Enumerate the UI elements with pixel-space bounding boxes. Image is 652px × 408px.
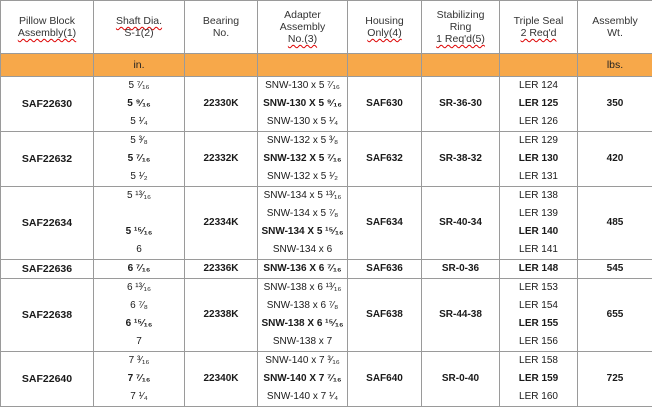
assembly-cell: SAF22640: [1, 352, 94, 407]
shaft-dia-cell: [94, 260, 185, 279]
header-line: Pillow Block: [18, 14, 76, 27]
header-line: Assembly: [279, 20, 326, 33]
bearing-cell: 22330K: [185, 77, 258, 132]
col-header-stabilizing-ring: [422, 1, 500, 54]
assembly-cell: SAF22630: [1, 77, 94, 132]
weight-cell: 485: [578, 187, 652, 260]
col-header-bearing-no: [185, 1, 258, 54]
table-row: [1, 77, 652, 132]
shaft-dia-cell-line: 6 ¹⁵⁄₁₆: [125, 318, 153, 329]
adapter-cell-line: SNW-130 X 5 ⁹⁄₁₆: [263, 98, 342, 109]
shaft-dia-cell-line: 5 ⁹⁄₁₆: [127, 98, 151, 109]
seal-cell-line: LER 155: [518, 318, 559, 329]
shaft-dia-cell: [94, 279, 185, 352]
header-line: Triple Seal: [513, 14, 564, 27]
seal-cell-line: LER 138: [519, 190, 558, 201]
shaft-dia-cell-line: 5 ¹⁄₂: [130, 171, 148, 182]
adapter-cell: [258, 77, 348, 132]
col-header-housing-only: [348, 1, 422, 54]
bearing-cell: 22338K: [185, 279, 258, 352]
units-cell-empty: [348, 54, 422, 77]
units-cell-empty: [422, 54, 500, 77]
adapter-cell-line: SNW-132 x 5 ³⁄₈: [266, 135, 339, 146]
shaft-dia-cell-line: 6 ⁷⁄₈: [130, 300, 148, 311]
header-line: Stabilizing: [436, 8, 485, 21]
bearing-cell: 22334K: [185, 187, 258, 260]
ring-cell: SR-44-38: [422, 279, 500, 352]
adapter-cell-line: SNW-138 x 7: [272, 336, 333, 347]
adapter-cell: [258, 352, 348, 407]
adapter-cell-line: SNW-132 x 5 ¹⁄₂: [267, 171, 338, 182]
ring-cell: SR-36-30: [422, 77, 500, 132]
adapter-cell-line: SNW-134 x 5 ⁷⁄₈: [266, 208, 339, 219]
housing-cell: SAF640: [348, 352, 422, 407]
bearing-cell: 22340K: [185, 352, 258, 407]
adapter-cell: [258, 260, 348, 279]
shaft-dia-cell: [94, 132, 185, 187]
seal-cell: [500, 279, 578, 352]
header-line: No.: [212, 27, 230, 39]
col-header-adapter-assembly: [258, 1, 348, 54]
seal-cell-line: LER 129: [519, 135, 558, 146]
units-row: [1, 54, 652, 77]
seal-cell-line: LER 126: [519, 116, 558, 127]
col-header-triple-seal: [500, 1, 578, 54]
weight-cell: 725: [578, 352, 652, 407]
shaft-dia-cell-line: 5 ¹⁵⁄₁₆: [125, 226, 153, 237]
bearing-cell: 22336K: [185, 260, 258, 279]
seal-cell: [500, 352, 578, 407]
header-line: Ring: [449, 20, 472, 33]
adapter-cell-line: SNW-140 x 7 ¹⁄₄: [266, 391, 339, 402]
weight-cell: 350: [578, 77, 652, 132]
seal-cell: [500, 132, 578, 187]
seal-cell-line: LER 154: [519, 300, 558, 311]
ring-cell: SR-40-34: [422, 187, 500, 260]
adapter-cell-line: SNW-134 x 6: [272, 244, 333, 255]
shaft-dia-cell-line: 6 ¹³⁄₁₆: [126, 282, 152, 293]
adapter-cell-line: SNW-130 x 5 ⁷⁄₁₆: [265, 80, 340, 91]
shaft-dia-cell-line: 5 ⁷⁄₁₆: [128, 80, 150, 91]
units-cell-empty: [1, 54, 94, 77]
seal-cell-line: LER 130: [518, 153, 559, 164]
bearing-cell: 22332K: [185, 132, 258, 187]
adapter-cell: [258, 187, 348, 260]
shaft-dia-cell-line: 6: [136, 244, 142, 255]
table-row: [1, 352, 652, 407]
adapter-cell-line: SNW-138 x 6 ¹³⁄₁₆: [263, 282, 342, 293]
table-row: [1, 279, 652, 352]
header-line: Assembly: [592, 14, 638, 27]
seal-cell-line: LER 125: [518, 98, 559, 109]
col-header-shaft-dia: [94, 1, 185, 54]
assembly-cell: SAF22636: [1, 260, 94, 279]
col-header-pillow-block: [1, 1, 94, 54]
seal-cell-line: LER 124: [519, 80, 558, 91]
ring-cell: SR-0-36: [422, 260, 500, 279]
adapter-cell-line: SNW-134 X 5 ¹⁵⁄₁₆: [261, 226, 344, 237]
seal-cell-line: LER 160: [519, 391, 558, 402]
header-line: Adapter: [284, 8, 321, 21]
shaft-dia-cell: [94, 352, 185, 407]
header-line: Housing: [365, 14, 404, 27]
table-row: [1, 260, 652, 279]
shaft-dia-cell-line: 7 ⁷⁄₁₆: [127, 373, 151, 384]
shaft-dia-cell-line: 7 ³⁄₁₆: [128, 355, 150, 366]
seal-cell-line: LER 158: [519, 355, 558, 366]
ring-cell: SR-0-40: [422, 352, 500, 407]
table-body: [1, 77, 652, 407]
housing-cell: SAF630: [348, 77, 422, 132]
weight-cell: 545: [578, 260, 652, 279]
adapter-cell-line: SNW-130 x 5 ¹⁄₄: [266, 116, 339, 127]
assembly-cell: SAF22638: [1, 279, 94, 352]
shaft-dia-cell-line: 5 ¹³⁄₁₆: [126, 190, 152, 201]
shaft-dia-cell-line: [94, 205, 184, 223]
seal-cell-line: LER 141: [519, 244, 558, 255]
ring-cell: SR-38-32: [422, 132, 500, 187]
seal-cell: [500, 187, 578, 260]
seal-cell-line: LER 148: [518, 263, 559, 274]
seal-cell-line: LER 159: [518, 373, 559, 384]
adapter-cell-line: SNW-138 X 6 ¹⁵⁄₁₆: [261, 318, 344, 329]
adapter-cell-line: SNW-136 X 6 ⁷⁄₁₆: [263, 263, 342, 274]
housing-cell: SAF636: [348, 260, 422, 279]
shaft-dia-cell: [94, 187, 185, 260]
seal-cell-line: LER 131: [519, 171, 558, 182]
shaft-dia-cell: [94, 77, 185, 132]
seal-cell-line: LER 156: [519, 336, 558, 347]
header-line: Shaft Dia.: [115, 14, 163, 27]
header-line: Bearing: [202, 14, 240, 27]
header-line: Assembly(1): [17, 27, 77, 39]
assembly-cell: SAF22632: [1, 132, 94, 187]
shaft-dia-cell-line: 5 ⁷⁄₁₆: [127, 153, 151, 164]
units-cell-weight: lbs.: [578, 54, 652, 77]
header-line: No.(3): [287, 33, 318, 46]
shaft-dia-cell-line: 7: [136, 336, 142, 347]
housing-cell: SAF638: [348, 279, 422, 352]
col-header-assembly-wt: [578, 1, 652, 54]
shaft-dia-cell-line: 6 ⁷⁄₁₆: [127, 263, 151, 274]
adapter-cell-line: SNW-138 x 6 ⁷⁄₈: [266, 300, 339, 311]
header-row: [1, 1, 652, 54]
table-row: [1, 132, 652, 187]
adapter-cell-line: SNW-134 x 5 ¹³⁄₁₆: [263, 190, 342, 201]
housing-cell: SAF632: [348, 132, 422, 187]
seal-cell-line: LER 153: [519, 282, 558, 293]
adapter-cell-line: SNW-140 x 7 ³⁄₁₆: [265, 355, 340, 366]
weight-cell: 655: [578, 279, 652, 352]
units-cell-empty: [185, 54, 258, 77]
header-line: 2 Req'd: [520, 27, 557, 39]
header-line: 1 Req'd(5): [436, 33, 485, 46]
assembly-cell: SAF22634: [1, 187, 94, 260]
header-line: Only(4): [367, 27, 402, 39]
units-cell-shaft: in.: [94, 54, 185, 77]
weight-cell: 420: [578, 132, 652, 187]
header-line: S-1(2): [124, 27, 154, 39]
seal-cell-line: LER 140: [518, 226, 559, 237]
shaft-dia-cell-line: 5 ¹⁄₄: [130, 116, 148, 127]
housing-cell: SAF634: [348, 187, 422, 260]
header-line: Wt.: [607, 27, 623, 39]
units-cell-empty: [258, 54, 348, 77]
adapter-cell: [258, 279, 348, 352]
table-row: [1, 187, 652, 260]
shaft-dia-cell-line: 5 ³⁄₈: [130, 135, 148, 146]
adapter-cell-line: SNW-140 X 7 ⁷⁄₁₆: [263, 373, 342, 384]
seal-cell: [500, 260, 578, 279]
seal-cell: [500, 77, 578, 132]
adapter-cell: [258, 132, 348, 187]
shaft-dia-cell-line: 7 ¹⁄₄: [130, 391, 148, 402]
adapter-cell-line: SNW-132 X 5 ⁷⁄₁₆: [263, 153, 342, 164]
seal-cell-line: LER 139: [519, 208, 558, 219]
units-cell-empty: [500, 54, 578, 77]
